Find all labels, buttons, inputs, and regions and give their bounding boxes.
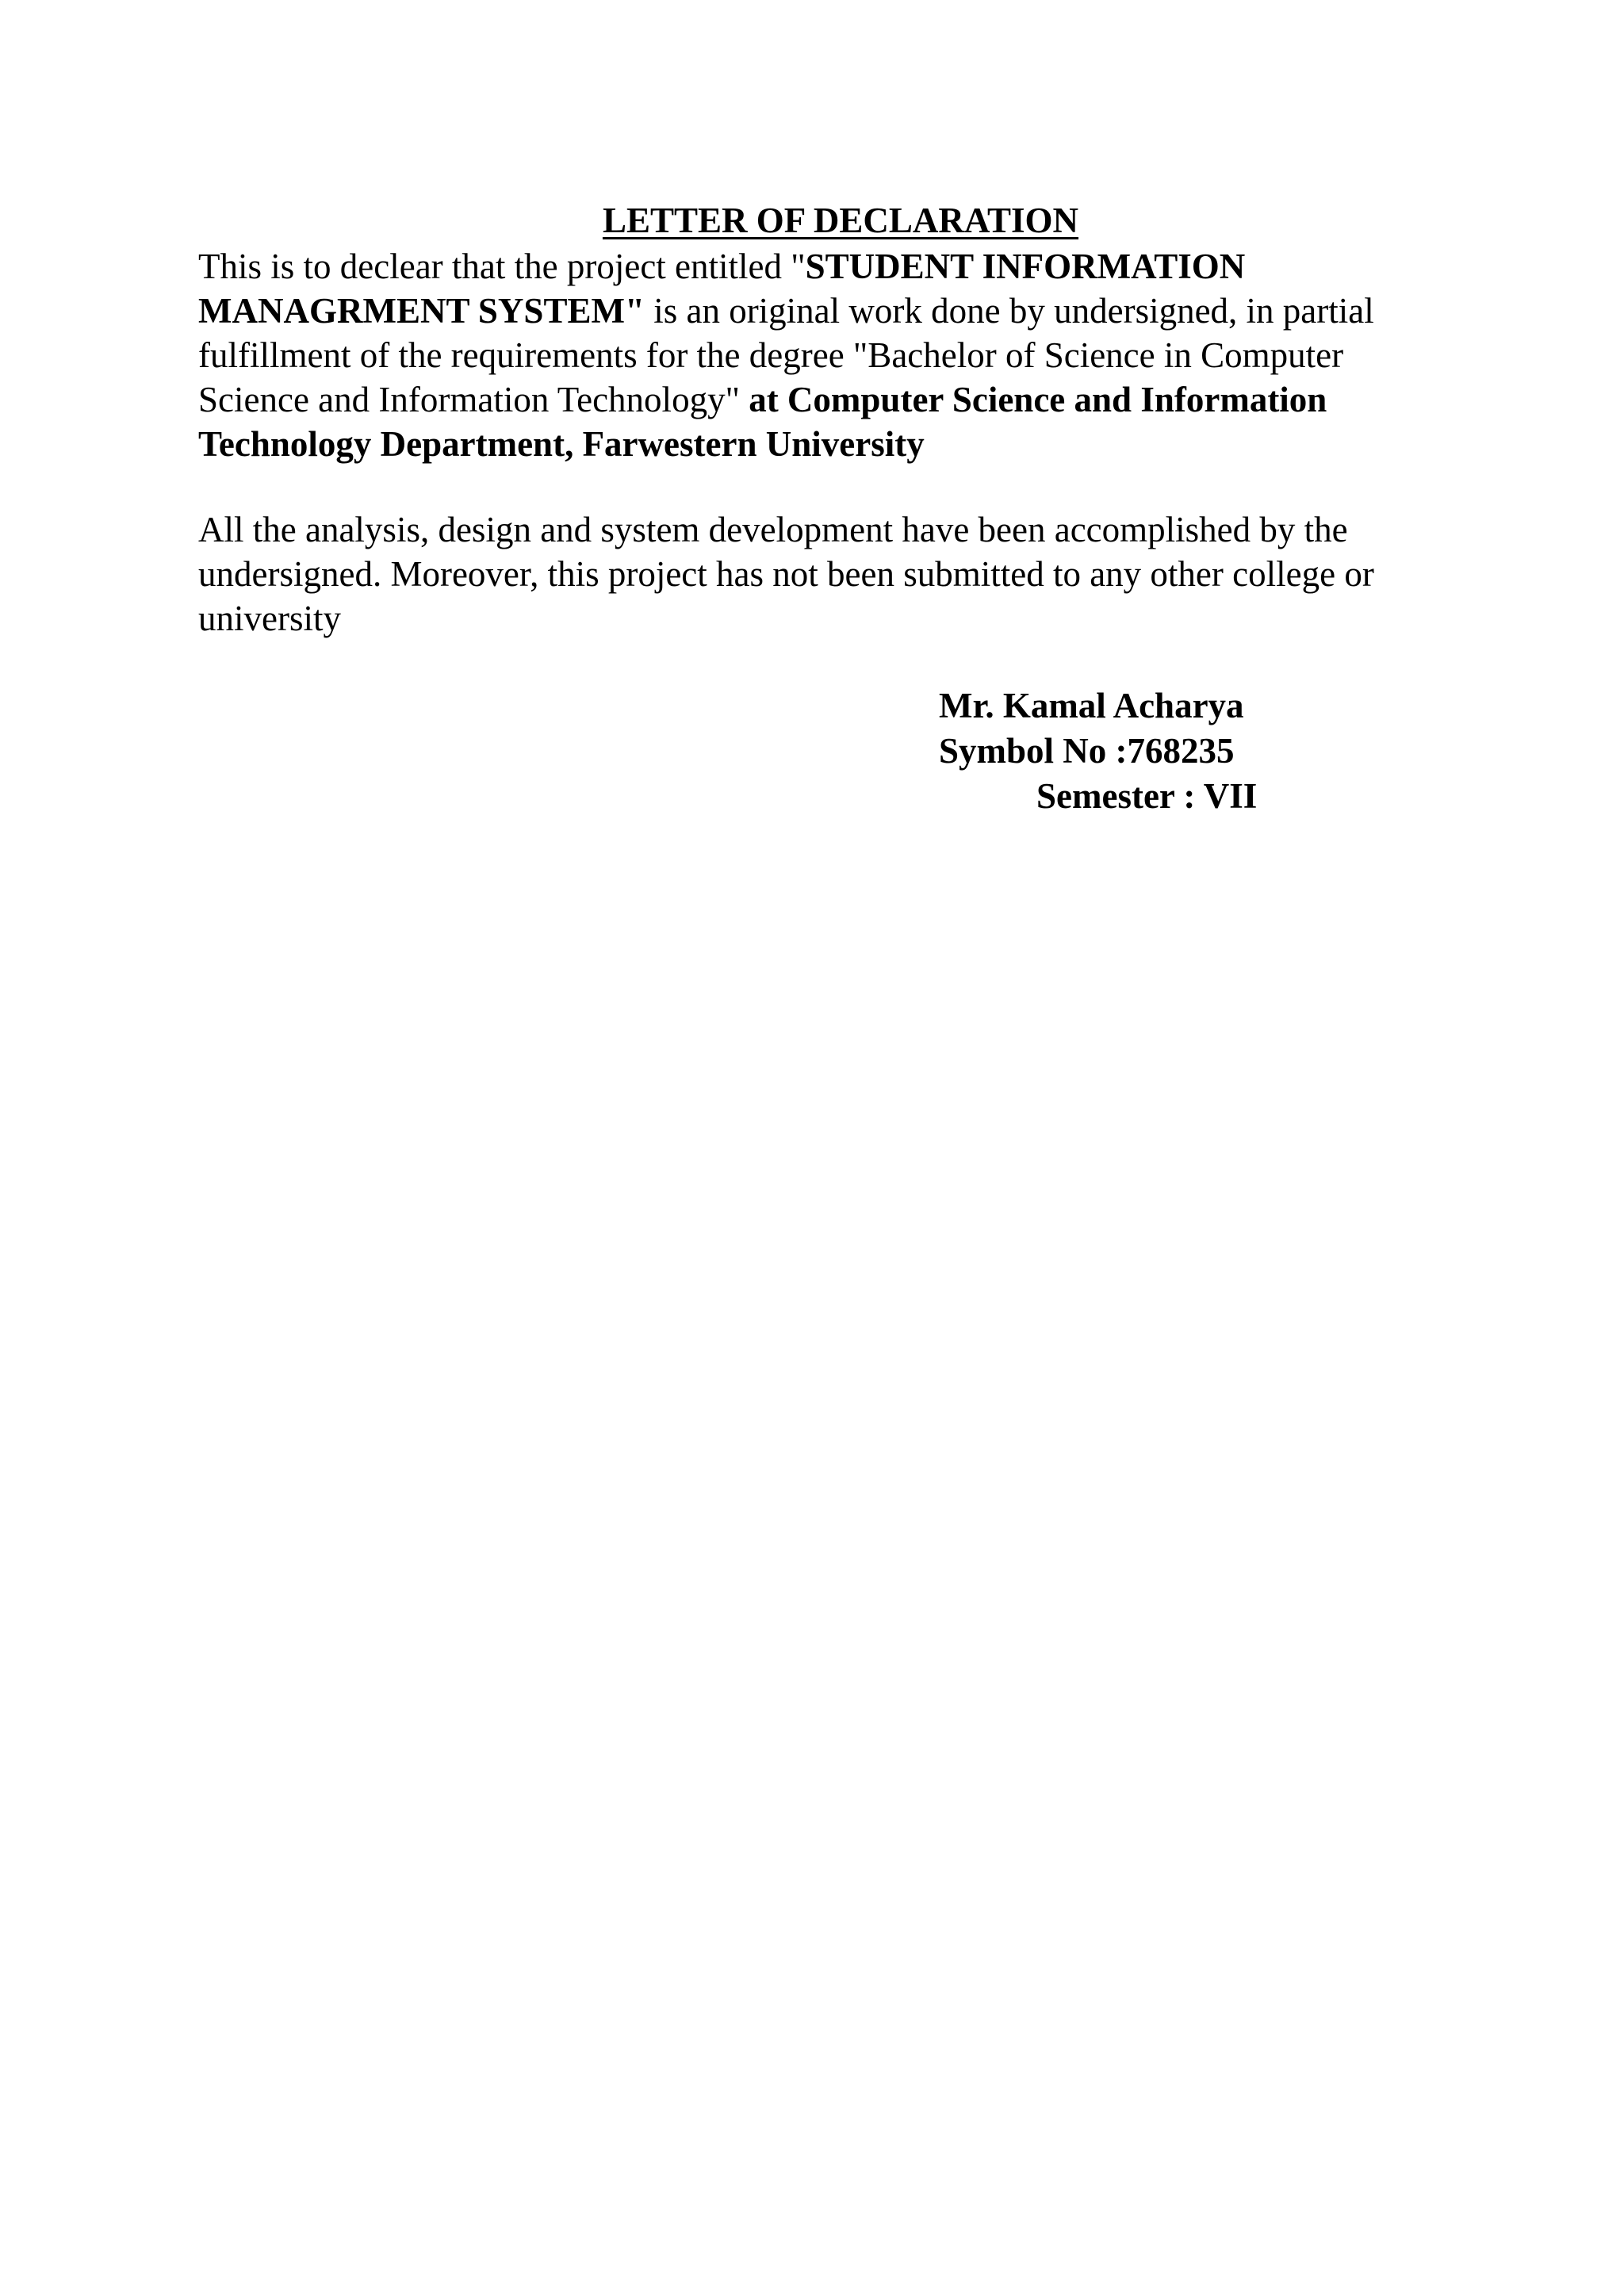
signatory-name: Mr. Kamal Acharya (939, 686, 1244, 725)
semester: Semester : VII (1036, 776, 1258, 816)
project-title: STUDENT INFORMATION MANAGRMENT SYSTEM" (198, 247, 1246, 331)
signature-block (939, 683, 1257, 819)
statement-paragraph: All the analysis, design and system development have been accomplished by the undersigned. Moreover, this project has not been submitted to any other college or university (198, 510, 1374, 638)
symbol-number: Symbol No :768235 (939, 731, 1235, 771)
declaration-paragraph (198, 244, 1451, 466)
paragraph-text: is an original work done by undersigned, in partial fulfillment of the requirements for the degree "Bachelor of Science in Computer Science and Information Technology" (198, 291, 1374, 419)
page-title: LETTER OF DECLARATION (602, 201, 1079, 240)
institution-name: at Computer Science and Information Technology Department, Farwestern University (198, 380, 1327, 464)
declaration-body (198, 197, 1451, 641)
paragraph-text: This is to declear that the project entitled " (198, 247, 806, 286)
